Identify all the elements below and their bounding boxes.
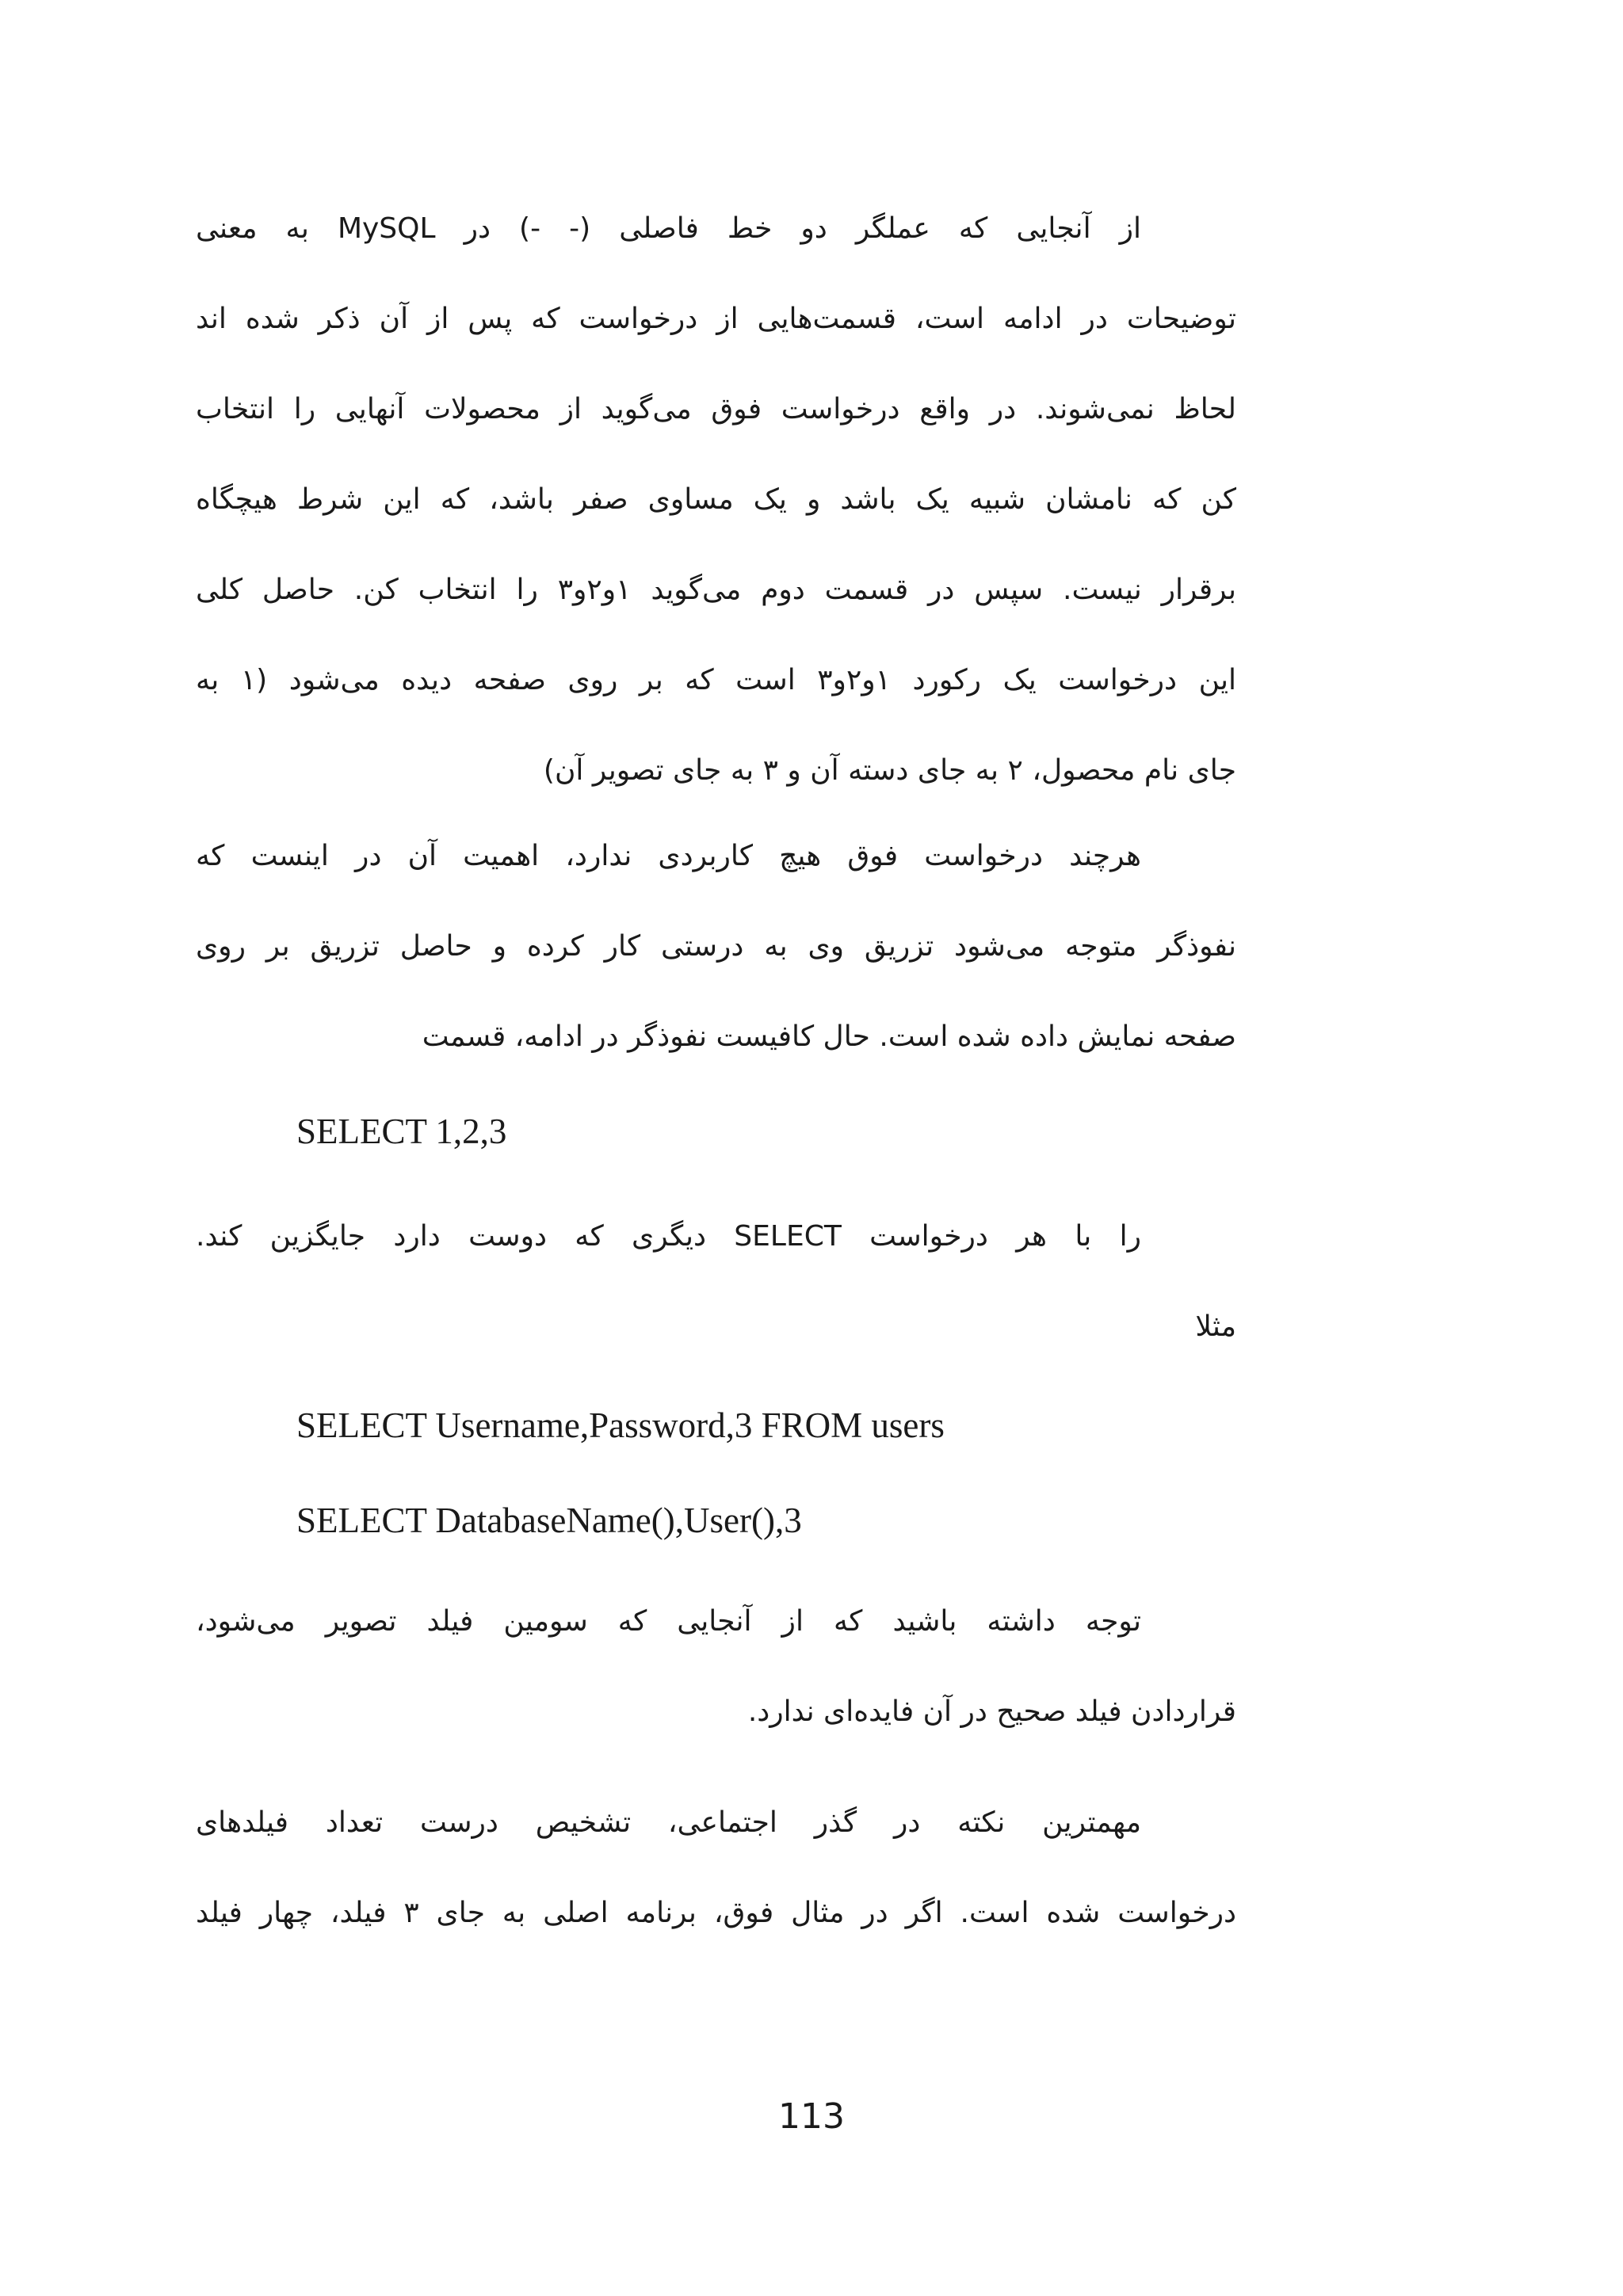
code-line-select-users: SELECT Username,Password,3 FROM users (296, 1405, 945, 1445)
text-line: لحاظ نمی‌شوند. در واقع درخواست فوق می‌گوید از محصولات آنهایی را انتخاب (196, 393, 1236, 425)
text-line: از آنجایی که عملگر دو خط فاصلی (- -) در MySQL به معنی (196, 212, 1142, 245)
text-line: توضیحات در ادامه است، قسمت‌هایی از درخواست که پس از آن ذکر شده اند (196, 303, 1236, 335)
paragraph-union-field-count (196, 1778, 1236, 1958)
text-line: را با هر درخواست SELECT دیگری که دوست دارد جایگزین کند. (196, 1220, 1142, 1253)
text-line: این درخواست یک رکورد ۱و۲و۳ است که بر روی صفحه دیده می‌شود (۱ به (196, 664, 1236, 696)
text-line: مهمترین نکته در گذر اجتماعی، تشخیص درست تعداد فیلدهای (196, 1806, 1141, 1839)
paragraph-replace-select (196, 1192, 1236, 1372)
text-line: جای نام محصول، ۲ به جای دسته آن و ۳ به جای تصویر آن) (543, 754, 1236, 787)
paragraph-third-field-note (196, 1577, 1236, 1757)
text-line: برقرار نیست. سپس در قسمت دوم می‌گوید ۱و۲و۳ را انتخاب کن. حاصل کلی (196, 574, 1236, 606)
text-line: توجه داشته باشید که از آنجایی که سومین فیلد تصویر می‌شود، (196, 1605, 1141, 1638)
code-line-select-database: SELECT DatabaseName(),User(),3 (296, 1501, 802, 1540)
page-number: 113 (778, 2096, 845, 2137)
text-line: قراردادن فیلد صحیح در آن فایده‌ای ندارد. (747, 1695, 1236, 1728)
text-line: صفحه نمایش داده شده است. حال کافیست نفوذگر در ادامه، قسمت (422, 1020, 1236, 1053)
text-line: مثلا (1195, 1310, 1236, 1343)
code-line-select-numbers: SELECT 1,2,3 (296, 1112, 507, 1151)
paragraph-union-comment (196, 184, 1236, 816)
text-line: درخواست شده است. اگر در مثال فوق، برنامه اصلی به جای ۳ فیلد، چهار فیلد (196, 1897, 1236, 1929)
text-line: هرچند درخواست فوق هیچ کاربردی ندارد، اهمیت آن در اینست که (196, 840, 1141, 872)
text-line: کن که نامشان شبیه یک باشد و یک مساوی صفر باشد، که این شرط هیچگاه (196, 483, 1236, 516)
text-line: نفوذگر متوجه می‌شود تزریق وی به درستی کار کرده و حاصل تزریق بر روی (196, 930, 1236, 963)
paragraph-injection-importance (196, 811, 1236, 1082)
